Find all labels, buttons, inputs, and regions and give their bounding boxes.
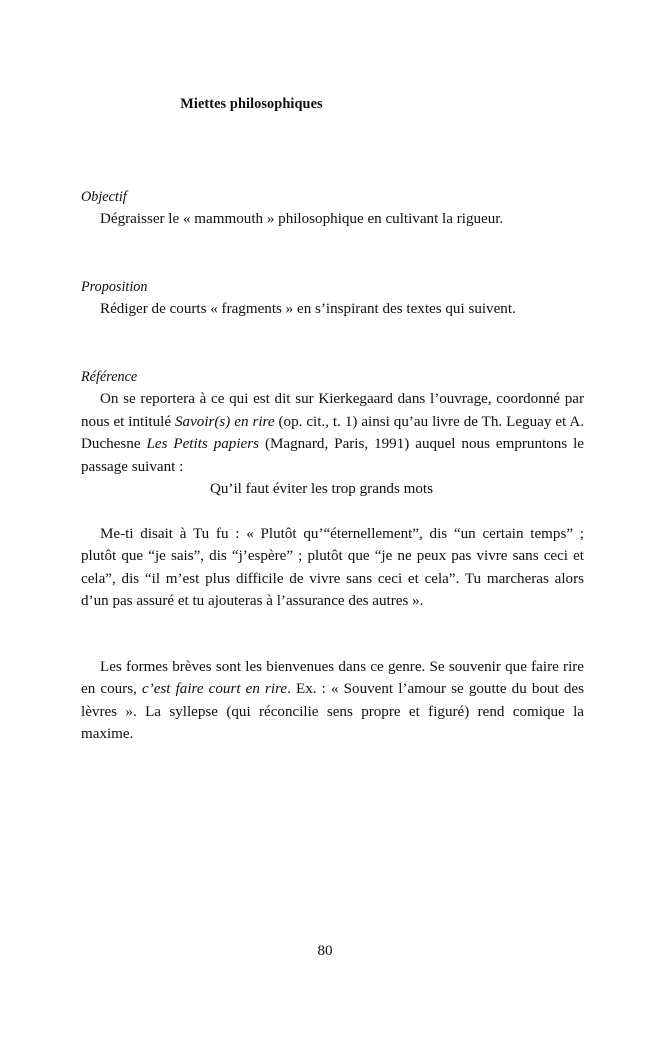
section-proposition (81, 276, 584, 321)
section-paragraph-objectif (81, 208, 584, 230)
section-reference (81, 366, 584, 500)
section-label-objectif: Objectif (81, 189, 127, 205)
section-paragraph-reference (81, 388, 584, 478)
text-run: On se reportera à ce qui est dit sur Kierkegaard dans l’ouvrage, coordonné par nous et intitulé (81, 391, 584, 430)
italic-phrase-cest-faire-court-en-rire: c’est faire court en rire (141, 681, 288, 698)
section-paragraph-proposition (81, 298, 584, 320)
section-label-reference: Référence (81, 369, 138, 385)
closing-paragraph (81, 656, 584, 746)
section-objectif (81, 186, 584, 231)
text-run: (op. cit., t. 1) ainsi qu’au livre de Th. Leguay et A. Duchesne (81, 413, 584, 453)
text-run: Rédiger de courts « fragments » en s’inspirant des textes qui suivent. (100, 301, 516, 318)
quotation-paragraph (81, 523, 584, 613)
quotation-heading: Qu’il faut éviter les trop grands mots (209, 481, 433, 498)
text-run: (Magnard, Paris, 1991) auquel nous empruntons le passage suivant : (81, 436, 584, 475)
text-run: Me-ti disait à Tu fu : « Plutôt qu’“éternellement”, dis “un certain temps” ; plutôt que “je sais”, dis “j’espère” ; plutôt que “je ne peux pas vivre sans ceci et cela”, dis “il m’est plus difficile de vivre sans ceci et cela”. Tu marcheras alors d’un pas assuré et tu ajouteras à l’assurance des autres ». (81, 526, 584, 610)
book-title-les-petits-papiers: Les Petits papiers (146, 436, 259, 453)
book-title-savoirs-en-rire: Savoir(s) en rire (175, 413, 275, 430)
text-run: . Ex. : « Souvent l’amour se goutte du bout des lèvres ». La syllepse (qui réconcilie sens propre et figuré) rend comique la maxime. (81, 681, 584, 743)
closing-block (81, 656, 584, 746)
text-run: Les formes brèves sont les bienvenues dans ce genre. Se souvenir que faire rire en cours, (81, 659, 584, 698)
text-run: Dégraisser le « mammouth » philosophique en cultivant la rigueur. (100, 211, 504, 228)
page-number: 80 (317, 943, 333, 959)
page-title: Miettes philosophiques (180, 96, 323, 112)
quotation-block (81, 523, 584, 613)
section-label-proposition: Proposition (81, 279, 148, 295)
